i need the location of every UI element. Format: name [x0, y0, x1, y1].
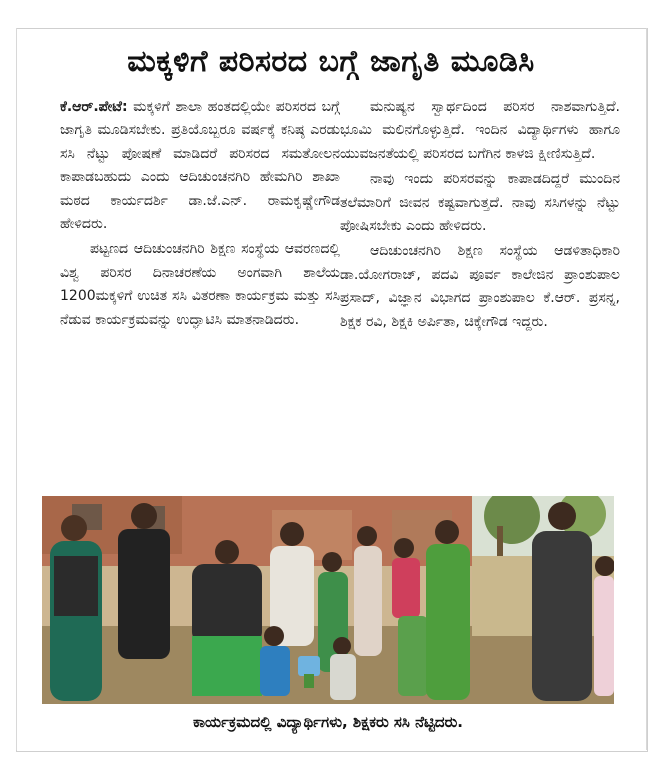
article-column-right: [340, 96, 620, 336]
photo-scene: [42, 496, 614, 704]
paragraph-3: ಮನುಷ್ಯನ ಸ್ವಾರ್ಥದಿಂದ ಪರಿಸರ ನಾಶವಾಗುತ್ತಿದೆ. ಭೂಮಿ ಮಲಿನಗೊಳ್ಳುತ್ತಿದೆ. ಇಂದಿನ ವಿದ್ಯಾರ್ಥಿಗಳು ಹಾಗೂ ಯುವಜನತೆಯಲ್ಲಿ ಪರಿಸರದ ಬಗೆಗಿನ ಕಾಳಜಿ ಕ್ಷೀಣಿಸುತ್ತಿದೆ.: [340, 99, 620, 162]
photo-caption: ಕಾರ್ಯಕ್ರಮದಲ್ಲಿ ವಿದ್ಯಾರ್ಥಿಗಳು, ಶಿಕ್ಷಕರು ಸಸಿ ನೆಟ್ಟಿದರು.: [192, 713, 463, 731]
paragraph-5: ಆದಿಚುಂಚನಗಿರಿ ಶಿಕ್ಷಣ ಸಂಸ್ಥೆಯ ಆಡಳಿತಾಧಿಕಾರಿ ಡಾ.ಯೋಗರಾಜ್, ಪದವಿ ಪೂರ್ವ ಕಾಲೇಜಿನ ಪ್ರಾಂಶುಪಾಲ ಪ್ರಸಾದ್, ವಿಜ್ಞಾನ ವಿಭಾಗದ ಪ್ರಾಂಶುಪಾಲ ಕೆ.ಆರ್. ಪ್ರಸನ್ನ, ಶಿಕ್ಷಕ ರವಿ, ಶಿಕ್ಷಕಿ ಅರ್ಪಿತಾ, ಚಿಕ್ಕೇಗೌಡ ಇದ್ದರು.: [340, 243, 620, 330]
paragraph-2: ಪಟ್ಟಣದ ಆದಿಚುಂಚನಗಿರಿ ಶಿಕ್ಷಣ ಸಂಸ್ಥೆಯ ಆವರಣದಲ್ಲಿ ವಿಶ್ವ ಪರಿಸರ ದಿನಾಚರಣೆಯ ಅಂಗವಾಗಿ ಶಾಲೆಯ 1200ಮಕ್ಕಳಿಗೆ ಉಚಿತ ಸಸಿ ವಿತರಣಾ ಕಾರ್ಯಕ್ರಮ ಮತ್ತು ಸಸಿ ನೆಡುವ ಕಾರ್ಯಕ್ರಮವನ್ನು ಉದ್ಘಾಟಿಸಿ ಮಾತನಾಡಿದರು.: [60, 241, 340, 328]
dateline: ಕೆ.ಆರ್.ಪೇಟೆ:: [60, 99, 128, 115]
paragraph-1: [60, 96, 340, 236]
right-rule: [646, 28, 647, 750]
paragraph-1-text: ಮಕ್ಕಳಿಗೆ ಶಾಲಾ ಹಂತದಲ್ಲಿಯೇ ಪರಿಸರದ ಬಗ್ಗೆ ಜಾಗೃತಿ ಮೂಡಿಸಬೇಕು. ಪ್ರತಿಯೊಬ್ಬರೂ ವರ್ಷಕ್ಕೆ ಕನಿಷ್ಠ ಎರಡು ಸಸಿ ನೆಟ್ಟು ಪೋಷಣೆ ಮಾಡಿದರೆ ಪರಿಸರದ ಸಮತೋಲನ ಕಾಪಾಡಬಹುದು ಎಂದು ಆದಿಚುಂಚನಗಿರಿ ಹೇಮಗಿರಿ ಶಾಖಾ ಮಠದ ಕಾರ್ಯದರ್ಶಿ ಡಾ.ಜೆ.ಎನ್. ರಾಮಕೃಷ್ಣೇಗೌಡ ಹೇಳಿದರು.: [60, 99, 340, 233]
news-photo: [42, 496, 614, 704]
article-headline: ಮಕ್ಕಳಿಗೆ ಪರಿಸರದ ಬಗ್ಗೆ ಜಾಗೃತಿ ಮೂಡಿಸಿ: [127, 44, 535, 79]
left-rule: [16, 28, 17, 750]
paragraph-4: ನಾವು ಇಂದು ಪರಿಸರವನ್ನು ಕಾಪಾಡದಿದ್ದರೆ ಮುಂದಿನ ತಲೆಮಾರಿಗೆ ಜೀವನ ಕಷ್ಟವಾಗುತ್ತದೆ. ನಾವು ಸಸಿಗಳನ್ನು ನೆಟ್ಟು ಪೋಷಿಸಬೇಕು ಎಂದು ಹೇಳಿದರು.: [340, 171, 620, 235]
article-column-left: [60, 96, 340, 334]
